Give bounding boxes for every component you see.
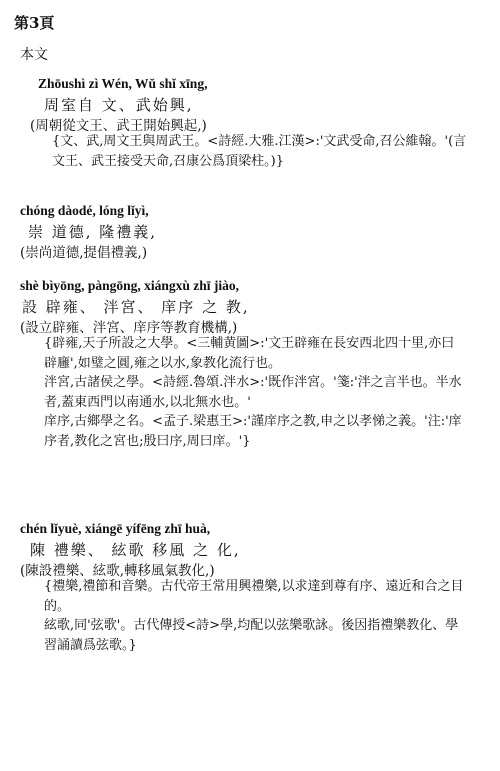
hanzi-line: 設 辟雍、 泮宮、 庠序 之 教,: [22, 298, 250, 316]
annotation-paragraph: 庠序,古鄉學之名。<孟子.梁惠王>:'謹庠序之教,申之以孝悌之義。'注:'庠序者,教化之宮也;殷曰序,周曰庠。'}: [44, 414, 462, 449]
annotation-paragraph: {禮樂,禮節和音樂。古代帝王常用興禮樂,以求達到尊有序、遠近和合之目的。: [44, 579, 464, 614]
pinyin-line: Zhōushì zì Wén, Wǔ shǐ xīng,: [38, 76, 208, 91]
annotation: [52, 132, 472, 171]
page-number: 第3頁: [14, 14, 55, 32]
translation-line: (周朝從文王、武王開始興起,): [30, 118, 207, 134]
annotation-paragraph: {辟雍,天子所設之大學。<三輔黄圖>:'文王辟雍在長安西北四十里,亦曰辟廱',如璧之圓,雍之以水,象教化流行也。: [44, 336, 455, 371]
translation-line: (設立辟雍、泮宮、庠序等教育機構,): [20, 320, 238, 336]
pinyin-line: shè bìyōng, pàngōng, xiángxù zhī jiào,: [20, 278, 240, 293]
annotation: [44, 334, 464, 451]
annotation: [44, 577, 464, 655]
annotation-paragraph: 泮宮,古諸侯之學。<詩經.魯頌.泮水>:'既作泮宮。'箋:'泮之言半也。半水者,蓋東西門以南通水,以北無水也。': [44, 375, 462, 410]
annotation-paragraph: {文、武,周文王與周武王。<詩經.大雅.江漢>:'文武受命,召公維翰。'(言文王、武王接受天命,召康公爲頂梁柱。)}: [52, 134, 467, 169]
pinyin-line: chén lǐyuè, xiángē yífēng zhī huà,: [20, 521, 211, 536]
hanzi-line: 崇 道德, 隆禮義,: [28, 223, 158, 241]
hanzi-line: 陳 禮樂、 絃歌 移風 之 化,: [30, 541, 241, 559]
translation-line: (陳設禮樂、絃歌,轉移風氣教化,): [20, 563, 215, 579]
translation-line: (崇尚道德,提倡禮義,): [20, 245, 148, 261]
pinyin-line: chóng dàodé, lóng lǐyì,: [20, 203, 149, 218]
hanzi-line: 周室自 文、武始興,: [44, 96, 194, 114]
annotation-paragraph: 絃歌,同'弦歌'。古代傳授<詩>學,均配以弦樂歌詠。後因指禮樂教化、學習誦讀爲弦歌。}: [44, 618, 459, 653]
section-heading: 本文: [20, 47, 48, 63]
